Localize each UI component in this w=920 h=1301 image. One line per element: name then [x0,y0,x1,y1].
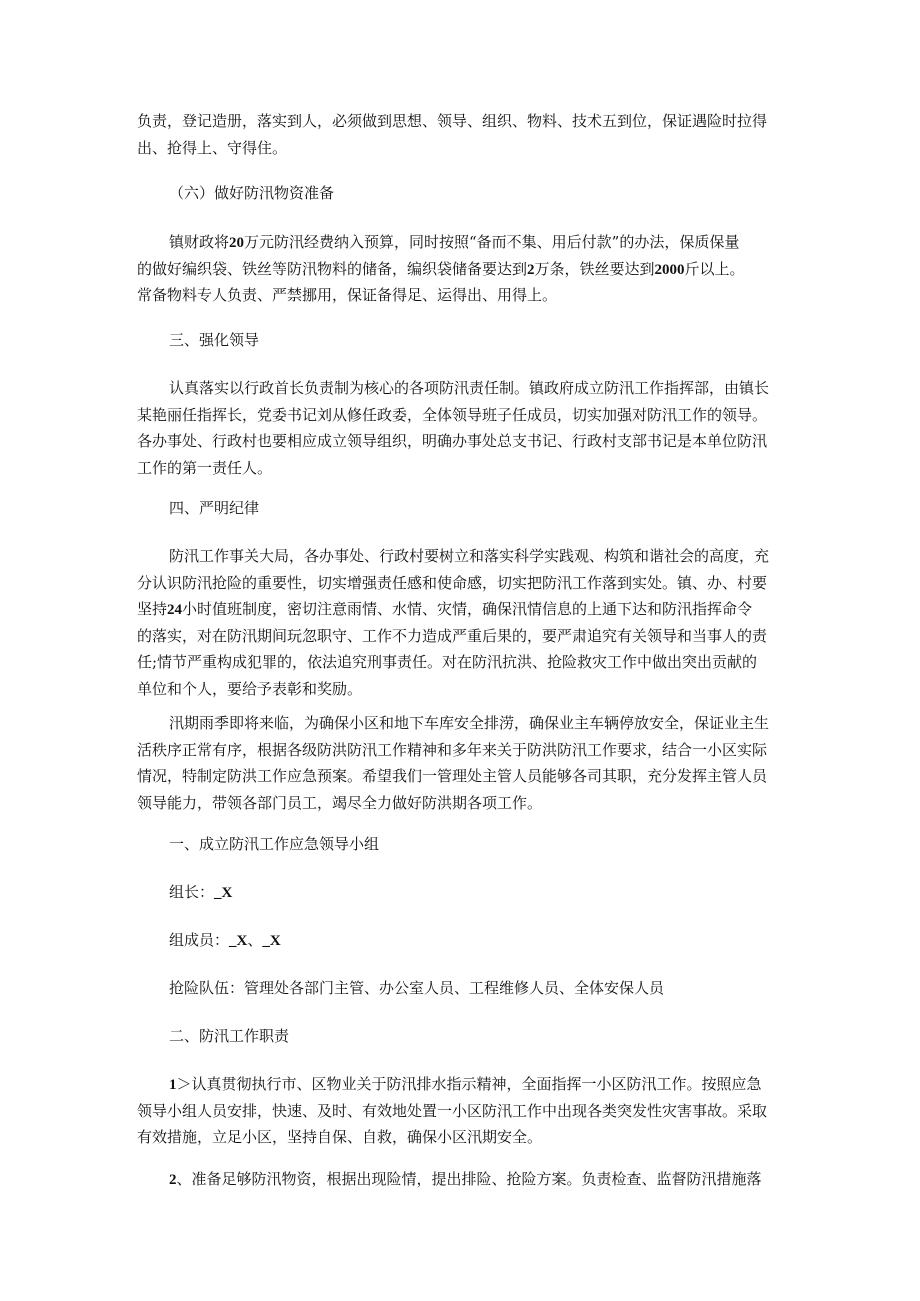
leader-label: 组长： [169,883,215,901]
paragraph-funds [137,229,787,309]
text-line: 有效措施，立足小区，坚持自保、自救，确保小区汛期安全。 [137,1128,543,1146]
text-line: 工作的第一责任人。 [137,458,273,477]
heading-section-four: 四、严明纪律 [169,499,260,517]
text-line: 任;情节严重构成犯罪的，依法追究刑事责任。对在防汛抗洪、抢险救灾工作中做出突出贡献的 [137,653,758,671]
text-line: 1＞认真贯彻执行市、区物业关于防汛排水指示精神，全面指挥一小区防汛工作。按照应急 [169,1075,762,1093]
text-line: 领导能力，带领各部门员工，竭尽全力做好防洪期各项工作。 [137,793,543,812]
text-line: 情况，特制定防洪工作应急预案。希望我们一管理处主管人员能够各司其职，充分发挥主管人员 [137,767,768,785]
paragraph-plan [137,710,787,816]
rescue-team-line: 抢险队伍：管理处各部门主管、办公室人员、工程维修人员、全体安保人员 [169,979,665,997]
text-line: 负责，登记造册，落实到人，必须做到思想、领导、组织、物料、技术五到位，保证遇险时拉得 [137,112,768,130]
text-line: 单位和个人，要给予表彰和奖励。 [137,679,363,698]
heading-section-two: 二、防汛工作职责 [169,1027,290,1045]
leader-line [137,879,819,906]
duty-number: 2 [169,1172,177,1188]
heading-section-one: 一、成立防汛工作应急领导小组 [169,835,380,853]
text-line: 常备物料专人负责、严禁挪用，保证备得足、运得出、用得上。 [137,286,558,304]
text-line: 镇财政将20万元防汛经费纳入预算，同时按照“备而不集、用后付款”的办法，保质保量 [169,233,740,251]
paragraph-discipline [137,543,787,702]
heading-section-six: （六）做好防汛物资准备 [169,184,335,202]
text-line: 某艳丽任指挥长，党委书记刘从修任政委，全体领导班子任成员，切实加强对防汛工作的领导。 [137,405,768,424]
paragraph-duty-2 [137,1166,787,1193]
members-label: 组成员： [169,931,230,949]
paragraph-duty-1 [137,1071,787,1151]
text-line: 分认识防汛抢险的重要性，切实增强责任感和使命感，切实把防汛工作落到实处。镇、办、村要 [137,573,768,592]
text-line: 2、准备足够防汛物资，根据出现险情，提出排险、抢险方案。负责检查、监督防汛措施落 [169,1170,762,1188]
text-line: 出、抢得上、守得住。 [137,138,288,157]
text-line: 的落实，对在防汛期间玩忽职守、工作不力造成严重后果的，要严肃追究有关领导和当事人的责 [137,626,768,645]
members-line: 组成员：_X、_X [169,931,281,949]
member-value: _X [262,933,281,949]
text-line: 活秩序正常有序，根据各级防洪防汛工作精神和多年来关于防洪防汛工作要求，结合一小区实际 [137,740,768,759]
member-value: _X [229,933,248,949]
text-line: 坚持24小时值班制度，密切注意雨情、水情、灾情，确保汛情信息的上通下达和防汛指挥命令 [137,600,753,618]
leader-value: _X [214,885,233,901]
text-line: 的做好编织袋、铁丝等防汛物料的储备，编织袋储备要达到2万条，铁丝要达到2000斤以上。 [137,259,745,278]
paragraph-leadership [137,375,787,481]
text-line: 防汛工作事关大局，各办事处、行政村要树立和落实科学实践观、构筑和谐社会的高度，充 [169,547,770,565]
duty-number: 1 [169,1077,177,1093]
text-line: 领导小组人员安排，快速、及时、有效地处置一小区防汛工作中出现各类突发性灾害事故。采取 [137,1101,768,1120]
text-line: 汛期雨季即将来临，为确保小区和地下车库安全排涝，确保业主车辆停放安全，保证业主生 [169,714,770,732]
text-line: 认真落实以行政首长负责制为核心的各项防汛责任制。镇政府成立防汛工作指挥部，由镇长 [169,379,770,397]
heading-section-three: 三、强化领导 [169,331,260,349]
text-line: 各办事处、行政村也要相应成立领导组织，明确办事处总支书记、行政村支部书记是本单位防汛 [137,432,768,450]
paragraph-intro [137,108,787,161]
